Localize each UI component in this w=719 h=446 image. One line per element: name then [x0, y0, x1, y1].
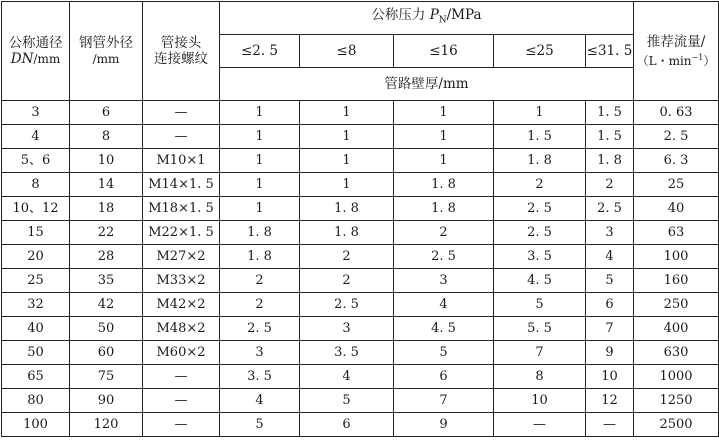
dn-cell: 25 — [2, 269, 70, 293]
table-row — [2, 245, 719, 269]
dn-cell: 20 — [2, 245, 70, 269]
header-thread-line2: 连接螺纹 — [154, 51, 208, 67]
thickness-cell: 4 — [394, 293, 494, 317]
thickness-cell: 1 — [220, 149, 300, 173]
thickness-cell: 2. 5 — [494, 197, 586, 221]
thread-cell: M48×2 — [143, 317, 220, 341]
table-body — [2, 101, 719, 437]
od-cell: 90 — [70, 389, 143, 413]
thickness-cell: 2 — [220, 269, 300, 293]
dn-cell: 8 — [2, 173, 70, 197]
thickness-cell: 2 — [300, 245, 394, 269]
flow-cell: 100 — [634, 245, 719, 269]
thickness-cell: 5. 5 — [494, 317, 586, 341]
thickness-cell: 3 — [394, 269, 494, 293]
table-row — [2, 317, 719, 341]
thread-cell: M22×1. 5 — [143, 221, 220, 245]
header-flow-unit-pre: （L・min — [636, 53, 692, 68]
header-thread — [143, 2, 220, 101]
thickness-cell: 2. 5 — [220, 317, 300, 341]
od-cell: 60 — [70, 341, 143, 365]
flow-cell: 63 — [634, 221, 719, 245]
thickness-cell: 1. 8 — [300, 197, 394, 221]
dn-cell: 80 — [2, 389, 70, 413]
header-outer-diameter-line2: /mm — [92, 52, 120, 66]
thread-cell: — — [143, 365, 220, 389]
thickness-cell: 1 — [394, 101, 494, 125]
thickness-cell: 5 — [300, 389, 394, 413]
od-cell: 75 — [70, 365, 143, 389]
table-row — [2, 389, 719, 413]
thickness-cell: 2 — [300, 269, 394, 293]
thickness-cell: 1 — [220, 101, 300, 125]
header-pressure-symbol: P — [429, 7, 439, 24]
header-recommended-flow — [634, 2, 719, 101]
table-row — [2, 413, 719, 437]
thickness-cell: 4 — [220, 389, 300, 413]
thickness-cell: 4 — [586, 245, 634, 269]
thickness-cell: — — [586, 413, 634, 437]
dn-cell: 40 — [2, 317, 70, 341]
thickness-cell: 1 — [494, 101, 586, 125]
thread-cell: M33×2 — [143, 269, 220, 293]
thickness-cell: 4. 5 — [394, 317, 494, 341]
header-flow-line1: 推荐流量/ — [646, 33, 706, 50]
thickness-cell: 1 — [300, 149, 394, 173]
dn-cell: 10、12 — [2, 197, 70, 221]
pressure-level-cell: ≤25 — [494, 35, 586, 68]
thickness-cell: 1 — [300, 101, 394, 125]
header-nominal-diameter-line2 — [2, 51, 69, 67]
thread-cell: M42×2 — [143, 293, 220, 317]
pressure-level-cell: ≤8 — [300, 35, 394, 68]
thickness-cell: 7 — [394, 389, 494, 413]
od-cell: 6 — [70, 101, 143, 125]
thickness-cell: 9 — [394, 413, 494, 437]
od-cell: 50 — [70, 317, 143, 341]
thickness-cell: 1. 8 — [220, 221, 300, 245]
od-cell: 10 — [70, 149, 143, 173]
header-pressure-prefix: 公称压力 — [371, 7, 430, 24]
thickness-cell: 1. 5 — [494, 125, 586, 149]
dn-cell: 3 — [2, 101, 70, 125]
thickness-cell: 5 — [220, 413, 300, 437]
dn-cell: 5、6 — [2, 149, 70, 173]
pipe-spec-table — [1, 1, 719, 437]
od-cell: 14 — [70, 173, 143, 197]
table-row — [2, 173, 719, 197]
thickness-cell: 2. 5 — [494, 221, 586, 245]
thickness-cell: 7 — [494, 341, 586, 365]
thread-cell: — — [143, 413, 220, 437]
pressure-level-cell: ≤2. 5 — [220, 35, 300, 68]
od-cell: 28 — [70, 245, 143, 269]
header-outer-diameter-line1: 钢管外径 — [79, 35, 133, 51]
pressure-level-cell: ≤31. 5 — [586, 35, 634, 68]
thickness-cell: 4 — [300, 365, 394, 389]
thickness-cell: 5 — [494, 293, 586, 317]
thickness-cell: 1. 8 — [300, 221, 394, 245]
thickness-cell: 7 — [586, 317, 634, 341]
table-row — [2, 101, 719, 125]
thickness-cell: 6 — [586, 293, 634, 317]
flow-cell: 2. 5 — [634, 125, 719, 149]
thickness-cell: 9 — [586, 341, 634, 365]
flow-cell: 250 — [634, 293, 719, 317]
thickness-cell: 6 — [394, 365, 494, 389]
thickness-cell: 1. 8 — [394, 197, 494, 221]
thickness-cell: 2. 5 — [394, 245, 494, 269]
dn-cell: 32 — [2, 293, 70, 317]
thickness-cell: 2 — [394, 221, 494, 245]
dn-cell: 100 — [2, 413, 70, 437]
header-flow-unit-sup: −1 — [691, 52, 704, 62]
dn-cell: 50 — [2, 341, 70, 365]
header-nominal-diameter — [2, 2, 70, 101]
thread-cell: M60×2 — [143, 341, 220, 365]
thickness-cell: 1 — [220, 125, 300, 149]
dn-cell: 15 — [2, 221, 70, 245]
flow-cell: 160 — [634, 269, 719, 293]
thickness-cell: 3. 5 — [494, 245, 586, 269]
thickness-cell: 2 — [494, 173, 586, 197]
header-flow-unit-post: ） — [703, 53, 716, 68]
thickness-cell: 5 — [586, 269, 634, 293]
flow-cell: 1000 — [634, 365, 719, 389]
thickness-cell: 1 — [220, 173, 300, 197]
thickness-cell: 4. 5 — [494, 269, 586, 293]
header-pressure-subscript: N — [438, 15, 447, 26]
thickness-cell: — — [494, 413, 586, 437]
od-cell: 42 — [70, 293, 143, 317]
header-nominal-diameter-unit: /mm — [33, 52, 61, 66]
header-wall-thickness: 管路壁厚/mm — [220, 68, 634, 101]
thickness-cell: 3 — [220, 341, 300, 365]
od-cell: 35 — [70, 269, 143, 293]
thickness-cell: 1. 5 — [586, 101, 634, 125]
thickness-cell: 3 — [586, 221, 634, 245]
od-cell: 18 — [70, 197, 143, 221]
flow-cell: 1250 — [634, 389, 719, 413]
thickness-cell: 6 — [300, 413, 394, 437]
thickness-cell: 1 — [300, 173, 394, 197]
pressure-level-cell: ≤16 — [394, 35, 494, 68]
thickness-cell: 1. 5 — [586, 125, 634, 149]
table-row — [2, 269, 719, 293]
thickness-cell: 3. 5 — [300, 341, 394, 365]
thickness-cell: 3. 5 — [220, 365, 300, 389]
header-nominal-diameter-line1: 公称通径 — [8, 35, 63, 51]
table-row — [2, 365, 719, 389]
thickness-cell: 1 — [394, 125, 494, 149]
table-header — [2, 2, 719, 101]
thickness-cell: 2 — [220, 293, 300, 317]
thread-cell: — — [143, 101, 220, 125]
thickness-cell: 12 — [586, 389, 634, 413]
flow-cell: 2500 — [634, 413, 719, 437]
flow-cell: 6. 3 — [634, 149, 719, 173]
thickness-cell: 2. 5 — [586, 197, 634, 221]
table-row — [2, 125, 719, 149]
header-nominal-pressure — [220, 2, 634, 35]
header-outer-diameter — [70, 2, 143, 101]
thickness-cell: 1 — [300, 125, 394, 149]
table-row — [2, 197, 719, 221]
thickness-cell: 8 — [494, 365, 586, 389]
flow-cell: 25 — [634, 173, 719, 197]
table-row — [2, 221, 719, 245]
header-pressure-unit: /MPa — [446, 7, 482, 24]
flow-cell: 0. 63 — [634, 101, 719, 125]
thickness-cell: 1 — [220, 197, 300, 221]
thread-cell: M18×1. 5 — [143, 197, 220, 221]
flow-cell: 400 — [634, 317, 719, 341]
thickness-cell: 2 — [586, 173, 634, 197]
thickness-cell: 2. 5 — [300, 293, 394, 317]
thickness-cell: 3 — [300, 317, 394, 341]
thread-cell: M14×1. 5 — [143, 173, 220, 197]
thickness-cell: 10 — [586, 365, 634, 389]
table-row — [2, 149, 719, 173]
thread-cell: — — [143, 389, 220, 413]
thread-cell: M27×2 — [143, 245, 220, 269]
thickness-cell: 1. 8 — [394, 173, 494, 197]
flow-cell: 630 — [634, 341, 719, 365]
thickness-cell: 1. 8 — [220, 245, 300, 269]
thickness-cell: 1. 8 — [494, 149, 586, 173]
header-nominal-diameter-symbol: DN — [10, 51, 34, 67]
od-cell: 120 — [70, 413, 143, 437]
table-row — [2, 341, 719, 365]
thread-cell: M10×1 — [143, 149, 220, 173]
header-flow-line2 — [634, 50, 718, 69]
thickness-cell: 1 — [394, 149, 494, 173]
thickness-cell: 10 — [494, 389, 586, 413]
table-row — [2, 293, 719, 317]
thread-cell: — — [143, 125, 220, 149]
od-cell: 8 — [70, 125, 143, 149]
dn-cell: 65 — [2, 365, 70, 389]
thickness-cell: 5 — [394, 341, 494, 365]
thickness-cell: 1. 8 — [586, 149, 634, 173]
od-cell: 22 — [70, 221, 143, 245]
flow-cell: 40 — [634, 197, 719, 221]
header-thread-line1: 管接头 — [160, 35, 202, 51]
dn-cell: 4 — [2, 125, 70, 149]
